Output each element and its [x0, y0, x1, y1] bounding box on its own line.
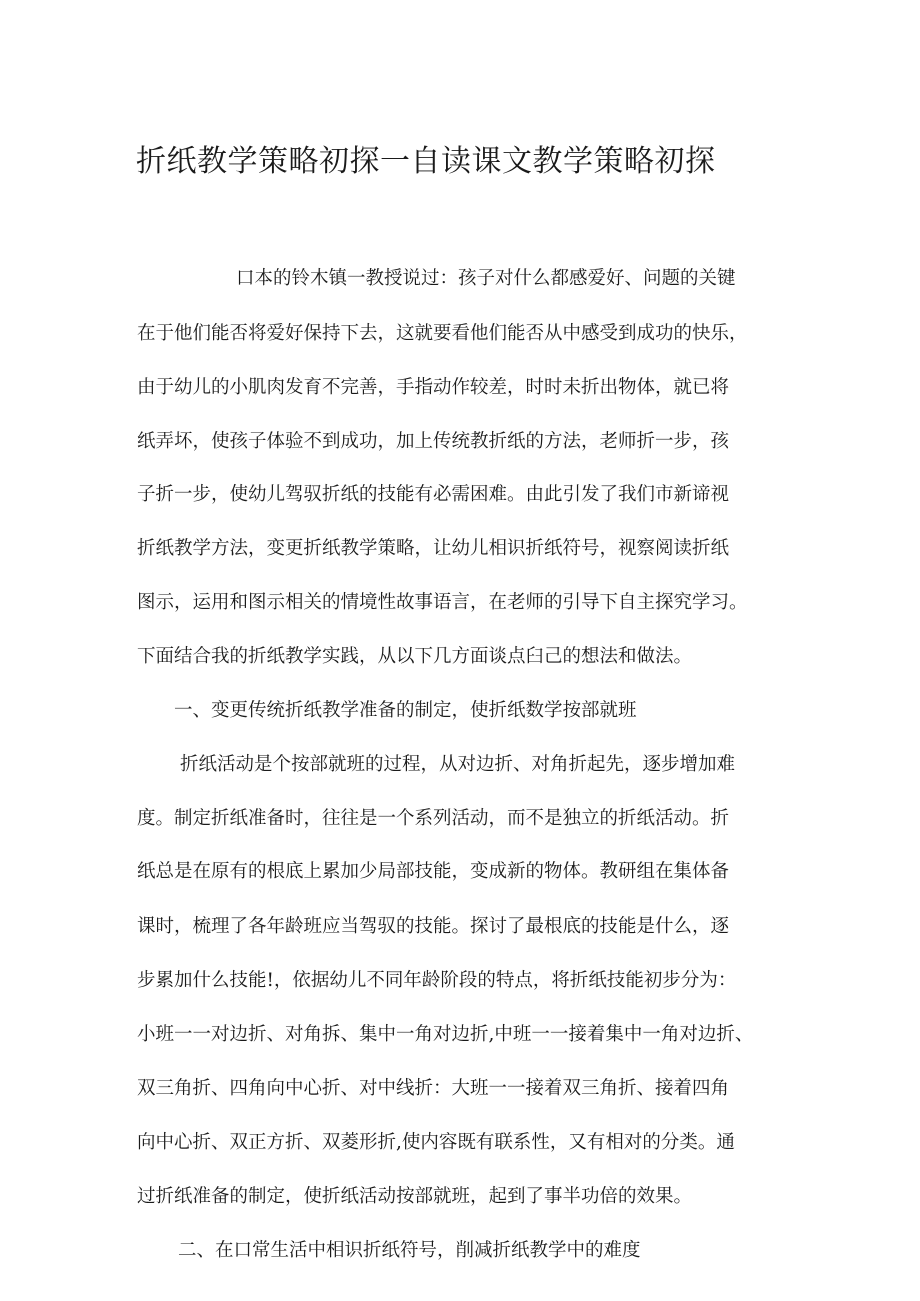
paragraph-line: 纸总是在原有的根底上累加少局部技能，变成新的物体。教研组在集体备 — [137, 861, 730, 882]
paragraph-line: 纸弄坏，使孩子体验不到成功，加上传统教折纸的方法，老师折一步，孩 — [137, 431, 730, 452]
section-heading-1: 一、变更传统折纸教学准备的制定，使折纸数学按部就班 — [174, 700, 637, 721]
paragraph-line: 度。制定折纸准备时，往往是一个系列活动，而不是独立的折纸活动。折 — [137, 808, 730, 829]
paragraph-line: 子折一步，使幼儿驾驭折纸的技能有必需困难。由此引发了我们市新谛视 — [137, 484, 730, 505]
paragraph-line: 双三角折、四角向中心折、对中线折：大班一一接着双三角折、接着四角 — [137, 1078, 730, 1099]
paragraph-line: 过折纸准备的制定，使折纸活动按部就班，起到了事半功倍的效果。 — [137, 1186, 693, 1207]
document-title: 折纸教学策略初探一自读课文教学策略初探 — [136, 144, 716, 179]
paragraph-line: 折纸活动是个按部就班的过程，从对边折、对角折起先，逐步增加难 — [180, 754, 736, 775]
paragraph-line: 由于幼儿的小肌肉发育不完善，手指动作较差，时时未折出物体，就已将 — [137, 377, 730, 398]
paragraph-line: 向中心折、双正方折、双菱形折,使内容既有联系性，又有相对的分类。通 — [137, 1132, 735, 1153]
paragraph-line: 图示，运用和图示相关的情境性故事语言，在老师的引导下自主探究学习。 — [137, 592, 748, 613]
paragraph-line: 步累加什么技能!，依据幼儿不同年龄阶段的特点，将折纸技能初步分为： — [137, 970, 737, 991]
paragraph-line: 在于他们能否将爱好保持下去，这就要看他们能否从中感受到成功的快乐， — [137, 323, 748, 344]
paragraph-line: 下面结合我的折纸教学实践，从以下几方面谈点臼己的想法和做法。 — [137, 646, 693, 667]
paragraph-line: 小班一一对边折、对角拆、集中一角对边折,中班一一接着集中一角对边折、 — [137, 1024, 754, 1045]
paragraph-line: 折纸教学方法，变更折纸教学策略，让幼儿相识折纸符号，视察阅读折纸 — [137, 538, 730, 559]
paragraph-line: 课时，梳理了各年龄班应当驾驭的技能。探讨了最根底的技能是什么，逐 — [137, 916, 730, 937]
section-heading-2: 二、在口常生活中相识折纸符号，削减折纸教学中的难度 — [178, 1240, 641, 1261]
paragraph-line: 口本的铃木镇一教授说过：孩子对什么都感爱好、问题的关键 — [236, 268, 736, 289]
